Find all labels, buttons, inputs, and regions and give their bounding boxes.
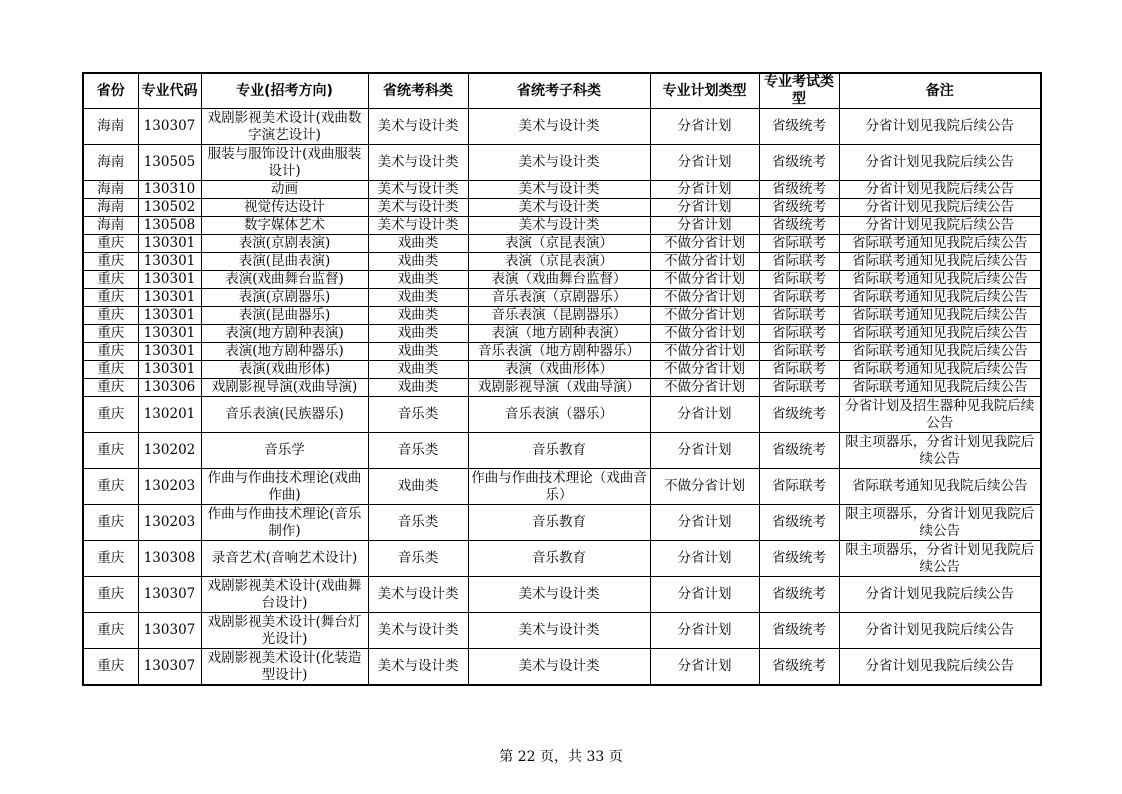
cell-major-code: 130306 (138, 379, 201, 397)
cell-exam-subcategory: 音乐表演（地方剧种器乐） (468, 343, 650, 361)
table-row (83, 271, 1041, 289)
cell-province: 重庆 (83, 469, 138, 505)
cell-plan-type: 分省计划 (650, 577, 759, 613)
header-remarks: 备注 (839, 73, 1041, 109)
cell-major: 表演(戏曲舞台监督) (201, 271, 368, 289)
cell-province: 重庆 (83, 433, 138, 469)
cell-exam-subcategory: 表演（戏曲形体） (468, 361, 650, 379)
cell-exam-category: 戏曲类 (368, 235, 468, 253)
cell-exam-type: 省际联考 (759, 307, 839, 325)
cell-exam-type: 省际联考 (759, 469, 839, 505)
cell-remarks: 省际联考通知见我院后续公告 (839, 289, 1041, 307)
cell-major: 作曲与作曲技术理论(戏曲作曲) (201, 469, 368, 505)
cell-exam-subcategory: 音乐教育 (468, 505, 650, 541)
cell-plan-type: 不做分省计划 (650, 271, 759, 289)
cell-exam-subcategory: 美术与设计类 (468, 109, 650, 145)
cell-exam-category: 美术与设计类 (368, 199, 468, 217)
cell-exam-subcategory: 作曲与作曲技术理论（戏曲音乐） (468, 469, 650, 505)
header-province: 省份 (83, 73, 138, 109)
cell-plan-type: 分省计划 (650, 433, 759, 469)
cell-exam-subcategory: 美术与设计类 (468, 577, 650, 613)
cell-province: 重庆 (83, 271, 138, 289)
cell-major-code: 130202 (138, 433, 201, 469)
cell-exam-type: 省级统考 (759, 109, 839, 145)
cell-exam-category: 戏曲类 (368, 289, 468, 307)
cell-plan-type: 不做分省计划 (650, 253, 759, 271)
cell-exam-type: 省级统考 (759, 577, 839, 613)
cell-major-code: 130502 (138, 199, 201, 217)
cell-major: 数字媒体艺术 (201, 217, 368, 235)
cell-plan-type: 不做分省计划 (650, 469, 759, 505)
cell-major: 戏剧影视美术设计(化装造型设计) (201, 649, 368, 686)
cell-exam-type: 省级统考 (759, 505, 839, 541)
table-row (83, 433, 1041, 469)
cell-province: 海南 (83, 217, 138, 235)
cell-remarks: 分省计划见我院后续公告 (839, 613, 1041, 649)
header-exam-type: 专业考试类型 (759, 73, 839, 109)
cell-major: 表演(京剧表演) (201, 235, 368, 253)
cell-major-code: 130301 (138, 307, 201, 325)
cell-major-code: 130301 (138, 361, 201, 379)
cell-remarks: 分省计划见我院后续公告 (839, 217, 1041, 235)
cell-exam-type: 省级统考 (759, 613, 839, 649)
cell-remarks: 省际联考通知见我院后续公告 (839, 343, 1041, 361)
cell-province: 重庆 (83, 307, 138, 325)
table-row (83, 109, 1041, 145)
cell-exam-type: 省际联考 (759, 325, 839, 343)
cell-exam-subcategory: 表演（京昆表演） (468, 235, 650, 253)
cell-exam-category: 美术与设计类 (368, 613, 468, 649)
cell-plan-type: 分省计划 (650, 217, 759, 235)
cell-province: 重庆 (83, 361, 138, 379)
cell-remarks: 省际联考通知见我院后续公告 (839, 325, 1041, 343)
cell-province: 重庆 (83, 253, 138, 271)
cell-major-code: 130307 (138, 613, 201, 649)
table-row (83, 253, 1041, 271)
cell-province: 重庆 (83, 577, 138, 613)
header-row (83, 73, 1041, 109)
cell-major: 服装与服饰设计(戏曲服装设计) (201, 145, 368, 181)
cell-exam-category: 戏曲类 (368, 379, 468, 397)
table-row (83, 649, 1041, 686)
table-body (83, 109, 1041, 686)
cell-exam-type: 省级统考 (759, 649, 839, 686)
cell-major-code: 130505 (138, 145, 201, 181)
cell-major: 表演(昆曲表演) (201, 253, 368, 271)
cell-exam-category: 戏曲类 (368, 469, 468, 505)
cell-major: 表演(戏曲形体) (201, 361, 368, 379)
table-row (83, 613, 1041, 649)
cell-plan-type: 分省计划 (650, 397, 759, 433)
cell-exam-subcategory: 音乐教育 (468, 541, 650, 577)
cell-major: 表演(昆曲器乐) (201, 307, 368, 325)
cell-major: 音乐学 (201, 433, 368, 469)
cell-major: 戏剧影视导演(戏曲导演) (201, 379, 368, 397)
table-row (83, 199, 1041, 217)
table-row (83, 469, 1041, 505)
table-row (83, 379, 1041, 397)
cell-major: 戏剧影视美术设计(舞台灯光设计) (201, 613, 368, 649)
cell-exam-subcategory: 音乐表演（京剧器乐） (468, 289, 650, 307)
cell-plan-type: 不做分省计划 (650, 343, 759, 361)
cell-major: 戏剧影视美术设计(戏曲舞台设计) (201, 577, 368, 613)
cell-exam-subcategory: 表演（京昆表演） (468, 253, 650, 271)
cell-province: 海南 (83, 181, 138, 199)
cell-exam-category: 戏曲类 (368, 253, 468, 271)
cell-major-code: 130508 (138, 217, 201, 235)
cell-plan-type: 分省计划 (650, 181, 759, 199)
cell-exam-type: 省级统考 (759, 433, 839, 469)
cell-exam-subcategory: 美术与设计类 (468, 217, 650, 235)
cell-exam-type: 省际联考 (759, 289, 839, 307)
header-major-code: 专业代码 (138, 73, 201, 109)
cell-major: 视觉传达设计 (201, 199, 368, 217)
cell-exam-category: 音乐类 (368, 541, 468, 577)
cell-plan-type: 不做分省计划 (650, 325, 759, 343)
cell-province: 重庆 (83, 505, 138, 541)
cell-exam-subcategory: 音乐表演（昆剧器乐） (468, 307, 650, 325)
cell-province: 重庆 (83, 379, 138, 397)
cell-province: 重庆 (83, 325, 138, 343)
cell-exam-type: 省际联考 (759, 235, 839, 253)
cell-major: 表演(地方剧种器乐) (201, 343, 368, 361)
cell-major-code: 130201 (138, 397, 201, 433)
cell-major-code: 130203 (138, 469, 201, 505)
cell-province: 海南 (83, 145, 138, 181)
table-row (83, 145, 1041, 181)
table-row (83, 505, 1041, 541)
table-row (83, 397, 1041, 433)
cell-exam-category: 美术与设计类 (368, 217, 468, 235)
cell-plan-type: 分省计划 (650, 505, 759, 541)
cell-exam-category: 戏曲类 (368, 361, 468, 379)
cell-major-code: 130301 (138, 271, 201, 289)
cell-plan-type: 分省计划 (650, 145, 759, 181)
cell-plan-type: 不做分省计划 (650, 307, 759, 325)
admissions-table (82, 72, 1042, 686)
cell-major-code: 130307 (138, 109, 201, 145)
cell-province: 重庆 (83, 289, 138, 307)
cell-remarks: 分省计划见我院后续公告 (839, 199, 1041, 217)
cell-province: 重庆 (83, 649, 138, 686)
cell-exam-type: 省级统考 (759, 145, 839, 181)
cell-remarks: 省际联考通知见我院后续公告 (839, 235, 1041, 253)
cell-exam-subcategory: 美术与设计类 (468, 613, 650, 649)
cell-remarks: 分省计划见我院后续公告 (839, 577, 1041, 613)
cell-plan-type: 分省计划 (650, 109, 759, 145)
cell-remarks: 限主项器乐，分省计划见我院后续公告 (839, 505, 1041, 541)
cell-province: 重庆 (83, 235, 138, 253)
cell-major: 戏剧影视美术设计(戏曲数字演艺设计) (201, 109, 368, 145)
table-row (83, 289, 1041, 307)
cell-exam-subcategory: 美术与设计类 (468, 199, 650, 217)
cell-exam-subcategory: 美术与设计类 (468, 649, 650, 686)
cell-major-code: 130307 (138, 649, 201, 686)
page-footer: 第 22 页，共 33 页 (499, 749, 623, 765)
cell-remarks: 省际联考通知见我院后续公告 (839, 253, 1041, 271)
cell-major-code: 130301 (138, 235, 201, 253)
cell-major-code: 130301 (138, 343, 201, 361)
cell-exam-category: 美术与设计类 (368, 649, 468, 686)
header-exam-subcategory: 省统考子科类 (468, 73, 650, 109)
cell-plan-type: 分省计划 (650, 649, 759, 686)
cell-exam-subcategory: 音乐表演（器乐） (468, 397, 650, 433)
header-exam-category: 省统考科类 (368, 73, 468, 109)
cell-exam-type: 省际联考 (759, 379, 839, 397)
cell-major-code: 130307 (138, 577, 201, 613)
cell-province: 重庆 (83, 613, 138, 649)
table-row (83, 181, 1041, 199)
table-row (83, 235, 1041, 253)
cell-plan-type: 不做分省计划 (650, 289, 759, 307)
cell-exam-type: 省际联考 (759, 271, 839, 289)
header-major: 专业(招考方向) (201, 73, 368, 109)
cell-exam-type: 省际联考 (759, 343, 839, 361)
cell-plan-type: 不做分省计划 (650, 361, 759, 379)
table-row (83, 307, 1041, 325)
cell-exam-category: 音乐类 (368, 505, 468, 541)
cell-exam-subcategory: 音乐教育 (468, 433, 650, 469)
cell-exam-type: 省际联考 (759, 361, 839, 379)
cell-remarks: 分省计划见我院后续公告 (839, 649, 1041, 686)
cell-exam-category: 戏曲类 (368, 325, 468, 343)
cell-exam-category: 美术与设计类 (368, 577, 468, 613)
cell-remarks: 省际联考通知见我院后续公告 (839, 469, 1041, 505)
cell-major-code: 130310 (138, 181, 201, 199)
cell-remarks: 限主项器乐，分省计划见我院后续公告 (839, 541, 1041, 577)
cell-exam-subcategory: 表演（地方剧种表演） (468, 325, 650, 343)
header-plan-type: 专业计划类型 (650, 73, 759, 109)
cell-exam-subcategory: 美术与设计类 (468, 145, 650, 181)
cell-plan-type: 分省计划 (650, 541, 759, 577)
table-row (83, 325, 1041, 343)
cell-remarks: 省际联考通知见我院后续公告 (839, 307, 1041, 325)
cell-remarks: 省际联考通知见我院后续公告 (839, 361, 1041, 379)
cell-remarks: 分省计划见我院后续公告 (839, 109, 1041, 145)
cell-major: 动画 (201, 181, 368, 199)
cell-plan-type: 不做分省计划 (650, 379, 759, 397)
cell-major-code: 130308 (138, 541, 201, 577)
cell-exam-category: 美术与设计类 (368, 109, 468, 145)
cell-major-code: 130301 (138, 289, 201, 307)
cell-remarks: 限主项器乐，分省计划见我院后续公告 (839, 433, 1041, 469)
cell-exam-category: 戏曲类 (368, 307, 468, 325)
cell-exam-type: 省际联考 (759, 253, 839, 271)
cell-remarks: 分省计划见我院后续公告 (839, 145, 1041, 181)
cell-exam-subcategory: 美术与设计类 (468, 181, 650, 199)
cell-exam-type: 省级统考 (759, 541, 839, 577)
cell-major-code: 130203 (138, 505, 201, 541)
cell-province: 重庆 (83, 541, 138, 577)
cell-major: 表演(地方剧种表演) (201, 325, 368, 343)
cell-province: 重庆 (83, 343, 138, 361)
cell-province: 海南 (83, 109, 138, 145)
cell-major: 表演(京剧器乐) (201, 289, 368, 307)
cell-major: 音乐表演(民族器乐) (201, 397, 368, 433)
cell-exam-category: 美术与设计类 (368, 181, 468, 199)
table-row (83, 577, 1041, 613)
cell-exam-category: 戏曲类 (368, 271, 468, 289)
cell-exam-category: 戏曲类 (368, 343, 468, 361)
table-row (83, 361, 1041, 379)
table-row (83, 217, 1041, 235)
cell-major-code: 130301 (138, 253, 201, 271)
cell-exam-subcategory: 戏剧影视导演（戏曲导演） (468, 379, 650, 397)
cell-remarks: 分省计划见我院后续公告 (839, 181, 1041, 199)
cell-exam-type: 省级统考 (759, 217, 839, 235)
cell-exam-category: 音乐类 (368, 433, 468, 469)
table-row (83, 343, 1041, 361)
cell-exam-type: 省级统考 (759, 181, 839, 199)
cell-major-code: 130301 (138, 325, 201, 343)
cell-exam-category: 美术与设计类 (368, 145, 468, 181)
cell-remarks: 分省计划及招生器种见我院后续公告 (839, 397, 1041, 433)
cell-plan-type: 不做分省计划 (650, 235, 759, 253)
cell-major: 作曲与作曲技术理论(音乐制作) (201, 505, 368, 541)
cell-province: 海南 (83, 199, 138, 217)
table-row (83, 541, 1041, 577)
cell-exam-type: 省级统考 (759, 199, 839, 217)
cell-exam-subcategory: 表演（戏曲舞台监督） (468, 271, 650, 289)
cell-exam-category: 音乐类 (368, 397, 468, 433)
cell-plan-type: 分省计划 (650, 199, 759, 217)
cell-exam-type: 省级统考 (759, 397, 839, 433)
cell-plan-type: 分省计划 (650, 613, 759, 649)
cell-province: 重庆 (83, 397, 138, 433)
cell-major: 录音艺术(音响艺术设计) (201, 541, 368, 577)
cell-remarks: 省际联考通知见我院后续公告 (839, 271, 1041, 289)
cell-remarks: 省际联考通知见我院后续公告 (839, 379, 1041, 397)
